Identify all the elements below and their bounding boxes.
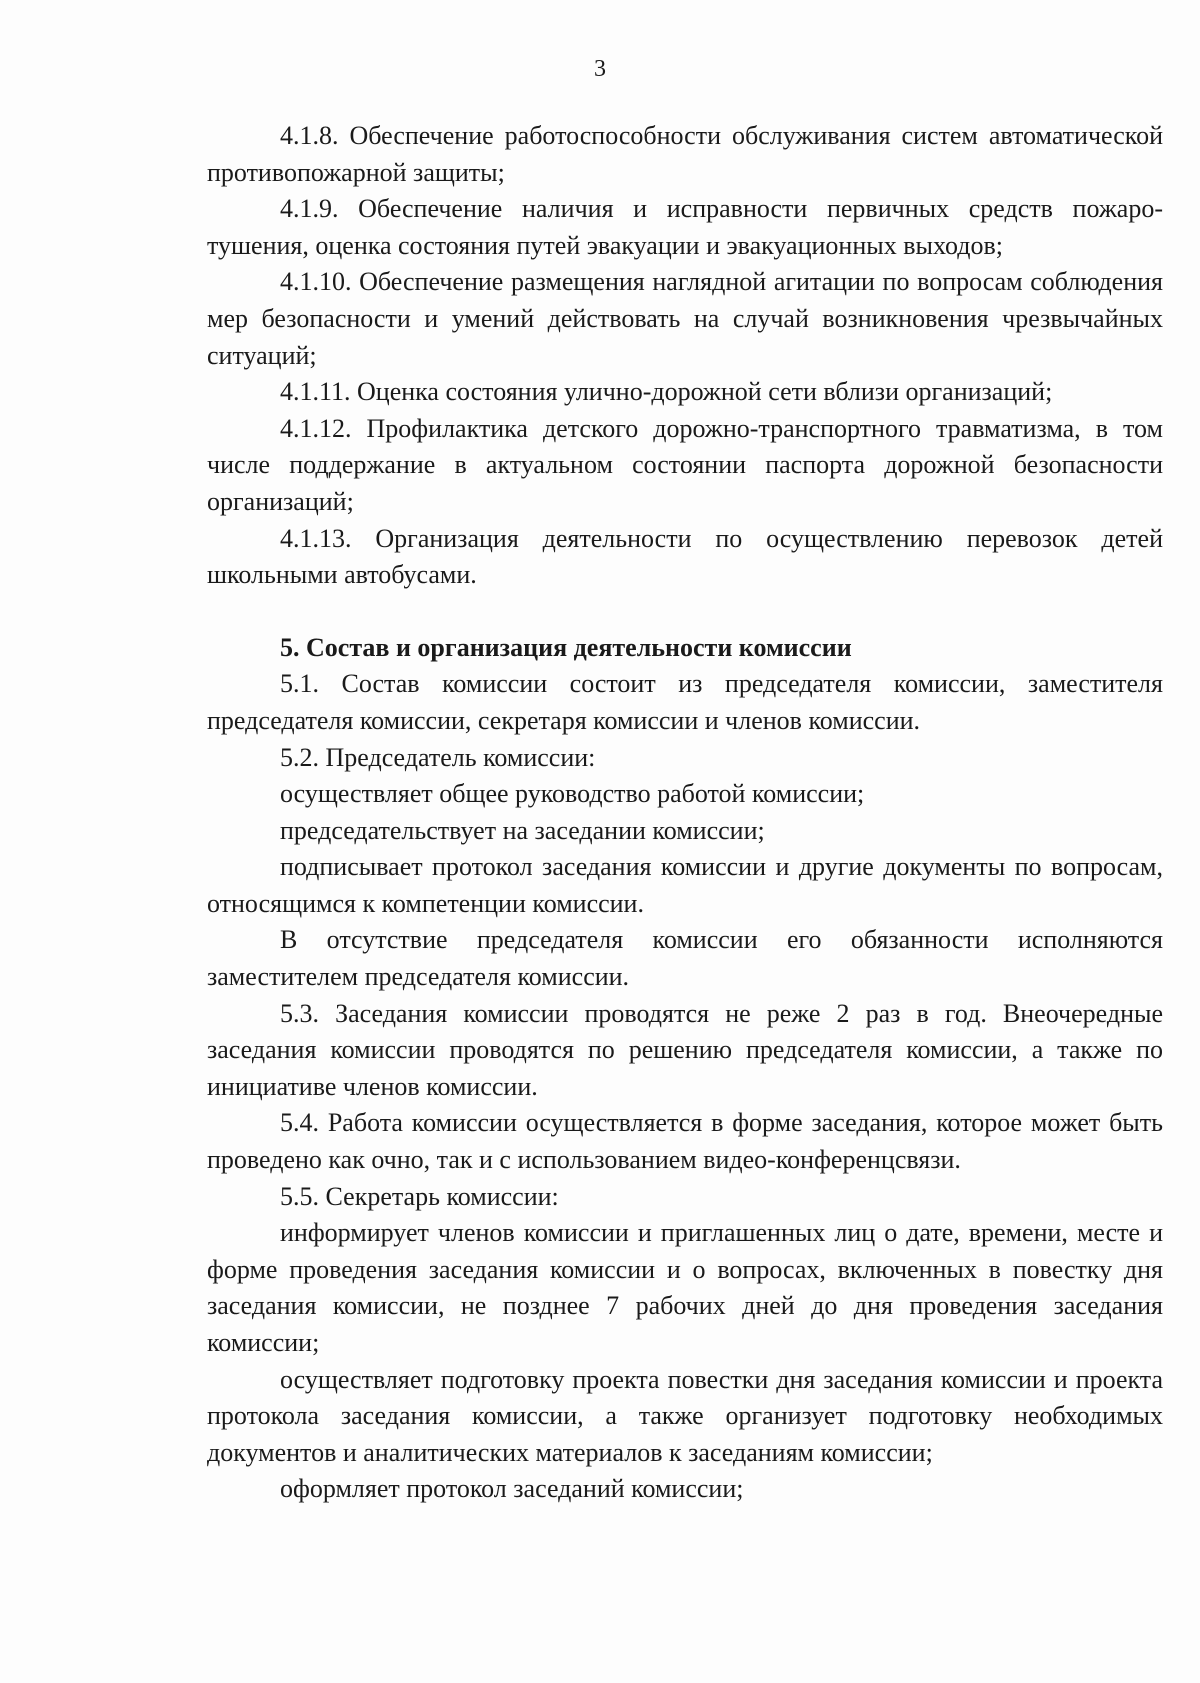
paragraph-4-1-9: 4.1.9. Обеспечение наличия и исправности первичных средств пожаротушения, оценка состояния путей эвакуации и эвакуационных выходов; xyxy=(207,194,1163,260)
paragraph-4-1-13: 4.1.13. Организация деятельности по осуществлению перевозок детей школьными автобусами. xyxy=(207,523,1163,590)
paragraph-5-3: 5.3. Заседания комиссии проводятся не реже 2 раз в год. Внеочередные заседания комиссии проводятся по решению председателя комиссии, а также по инициативе членов комиссии. xyxy=(207,998,1163,1101)
paragraph-5-2-item-3: подписывает протокол заседания комиссии и другие документы по вопросам, относящимся к компетенции комиссии. xyxy=(207,852,1163,918)
section-spacer xyxy=(207,594,1163,630)
paragraph-5-2: 5.2. Председатель комиссии: xyxy=(280,742,596,772)
paragraph-4-1-12: 4.1.12. Профилактика детского дорожно-транспортного травматизма, в том числе поддержание в актуальном состоянии паспорта дорожной безопасности организаций; xyxy=(207,413,1163,516)
page-number: 3 xyxy=(594,56,606,82)
paragraph-5-5-item-3: оформляет протокол заседаний комиссии; xyxy=(280,1474,744,1504)
paragraph-5-4: 5.4. Работа комиссии осуществляется в форме заседания, которое может быть проведено как очно, так и с использованием видео-конференцсвязи. xyxy=(207,1108,1163,1175)
paragraph-5-5-item-2: осуществляет подготовку проекта повестки дня заседания комиссии и проекта протокола заседания комиссии, а также организует подготовку необходимых документов и аналитических материалов к заседаниям комиссии; xyxy=(207,1364,1163,1467)
paragraph-5-2-item-1: осуществляет общее руководство работой комиссии; xyxy=(280,779,865,809)
paragraph-4-1-8: 4.1.8. Обеспечение работоспособности обслуживания систем автоматической противопожарной защиты; xyxy=(207,121,1163,187)
paragraph-5-2-item-2: председательствует на заседании комиссии; xyxy=(280,815,765,845)
paragraph-5-1: 5.1. Состав комиссии состоит из председателя комиссии, заместителя председателя комиссии, секретаря комиссии и членов комиссии. xyxy=(207,669,1163,735)
paragraph-5-2-absence: В отсутствие председателя комиссии его обязанности исполняются заместителем председателя комиссии. xyxy=(207,925,1163,992)
paragraph-4-1-10: 4.1.10. Обеспечение размещения наглядной агитации по вопросам соблюдения мер безопасности и умений действовать на случай возникновения чрезвычайных ситуаций; xyxy=(207,267,1163,370)
paragraph-5-5-item-1: информирует членов комиссии и приглашенных лиц о дате, времени, месте и форме проведения заседания комиссии и о вопросах, включенных в повестку дня заседания комиссии, не позднее 7 рабочих дней до дня проведения заседания комиссии; xyxy=(207,1218,1163,1357)
paragraph-4-1-11: 4.1.11. Оценка состояния улично-дорожной сети вблизи организаций; xyxy=(280,377,1053,407)
paragraph-5-5: 5.5. Секретарь комиссии: xyxy=(280,1181,559,1211)
document-body xyxy=(207,118,1163,1508)
section-heading: 5. Состав и организация деятельности комиссии xyxy=(280,632,852,662)
